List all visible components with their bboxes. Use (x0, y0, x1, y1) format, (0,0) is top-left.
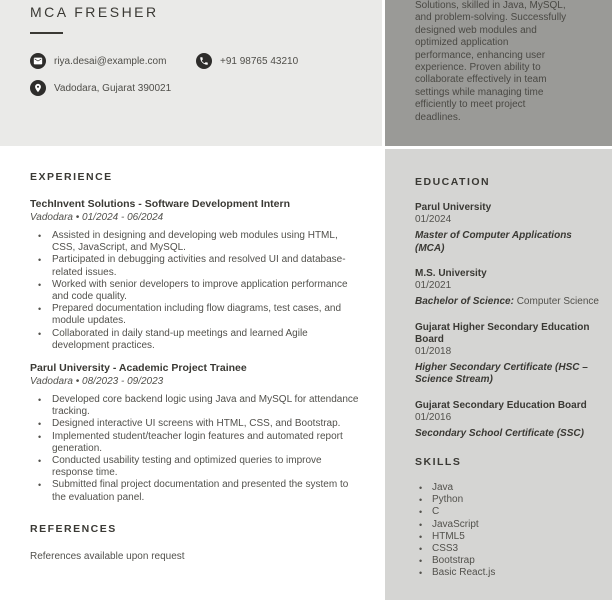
summary-line: designed web modules and (415, 24, 537, 36)
summary-line: collaborate effectively in team (415, 74, 547, 86)
job-bullets (30, 394, 362, 504)
education-degree (415, 230, 600, 255)
job-bullet: • Conducted usability testing and optimized queries to improve response time. (30, 455, 362, 479)
contact-phone (196, 53, 298, 69)
job-bullet: • Submitted final project documentation and presented the system to the evaluation panel. (30, 479, 362, 503)
skill-item: • Python (415, 494, 600, 506)
summary-line: deadlines. (415, 111, 461, 123)
skill-item: • Java (415, 482, 600, 494)
header (0, 0, 382, 146)
summary-line: experience. Proven ability to (415, 62, 541, 74)
location-icon (30, 80, 46, 96)
skill-item: • CSS3 (415, 543, 600, 555)
job-bullet: • Participated in debugging activities and resolved UI and database-related issues. (30, 254, 362, 278)
summary-line: and problem-solving. Successfully (415, 12, 567, 24)
jobs-list (30, 198, 362, 504)
skill-item: • JavaScript (415, 519, 600, 531)
education-school: Gujarat Higher Secondary Education Board (415, 321, 590, 345)
education-date: 01/2016 (415, 411, 452, 423)
education-date: 01/2024 (415, 214, 452, 225)
job-bullets (30, 230, 362, 352)
main-content (30, 171, 362, 563)
job-bullet: • Worked with senior developers to improve application performance and code quality. (30, 279, 362, 303)
job-bullet: • Collaborated in daily stand-up meetings and learned Agile development practices. (30, 328, 362, 352)
skill-item: • HTML5 (415, 531, 600, 543)
skills-list (415, 482, 600, 580)
skill-item: • Bootstrap (415, 555, 600, 567)
job-title: TechInvent Solutions - Software Development Intern (30, 198, 291, 210)
summary-text (415, 0, 611, 124)
references-heading: REFERENCES (30, 522, 117, 535)
summary-line: Solutions, skilled in Java, MySQL, (415, 0, 566, 11)
job-title: Parul University - Academic Project Trainee (30, 362, 247, 375)
education-entry (415, 322, 600, 387)
sidebar-content (415, 176, 600, 580)
title-underline (30, 32, 63, 34)
education-degree-name: Master of Computer Applications (MCA) (415, 230, 572, 254)
job-bullet: • Developed core backend logic using Java and MySQL for attendance tracking. (30, 394, 362, 418)
summary-line: settings while managing time (415, 86, 544, 98)
education-list (415, 202, 600, 440)
skills-heading: SKILLS (415, 456, 462, 468)
education-school: M.S. University (415, 268, 487, 279)
summary-line: efficiently to meet project (415, 99, 526, 111)
education-entry (415, 202, 600, 255)
job-bullet: • Assisted in designing and developing web modules using HTML, CSS, JavaScript, and MySQL. (30, 230, 362, 254)
job-entry (30, 198, 362, 352)
education-entry (415, 268, 600, 309)
job-meta: Vadodara • 01/2024 - 06/2024 (30, 212, 164, 223)
email-text: riya.desai@example.com (54, 55, 167, 67)
education-school: Parul University (415, 202, 492, 213)
job-bullet: • Prepared documentation including flow diagrams, test cases, and module updates. (30, 303, 362, 327)
education-degree (415, 428, 600, 441)
job-bullet: • Implemented student/teacher login features and automated report generation. (30, 431, 362, 455)
education-degree: Bachelor of Science: Computer Science (415, 296, 599, 307)
skill-item: • C (415, 506, 600, 518)
job-meta: Vadodara • 08/2023 - 09/2023 (30, 376, 164, 388)
experience-heading: EXPERIENCE (30, 171, 113, 183)
phone-icon (196, 53, 212, 69)
page-title: MCA FRESHER (30, 4, 159, 20)
education-degree-name: Bachelor of Science: (415, 296, 514, 307)
summary-line: optimized application (415, 37, 509, 49)
education-school: Gujarat Secondary Education Board (415, 399, 587, 411)
education-degree (415, 362, 600, 387)
summary-line: performance, enhancing user (415, 49, 546, 61)
job-entry (30, 362, 362, 504)
phone-text: +91 98765 43210 (220, 55, 299, 67)
contact-location (30, 80, 171, 96)
education-entry (415, 400, 600, 441)
education-date: 01/2018 (415, 345, 452, 357)
contact-email (30, 53, 166, 69)
education-degree-name: Higher Secondary Certificate (HSC – Science Stream) (415, 361, 588, 385)
summary-panel (385, 0, 612, 146)
email-icon (30, 53, 46, 69)
education-date: 01/2021 (415, 280, 452, 291)
education-heading: EDUCATION (415, 176, 491, 188)
skill-item: • Basic React.js (415, 567, 600, 579)
job-bullet: • Designed interactive UI screens with HTML, CSS, and Bootstrap. (30, 418, 362, 430)
education-degree-name: Secondary School Certificate (SSC) (415, 427, 584, 439)
location-text: Vadodara, Gujarat 390021 (54, 82, 172, 94)
references-text: References available upon request (30, 550, 185, 562)
